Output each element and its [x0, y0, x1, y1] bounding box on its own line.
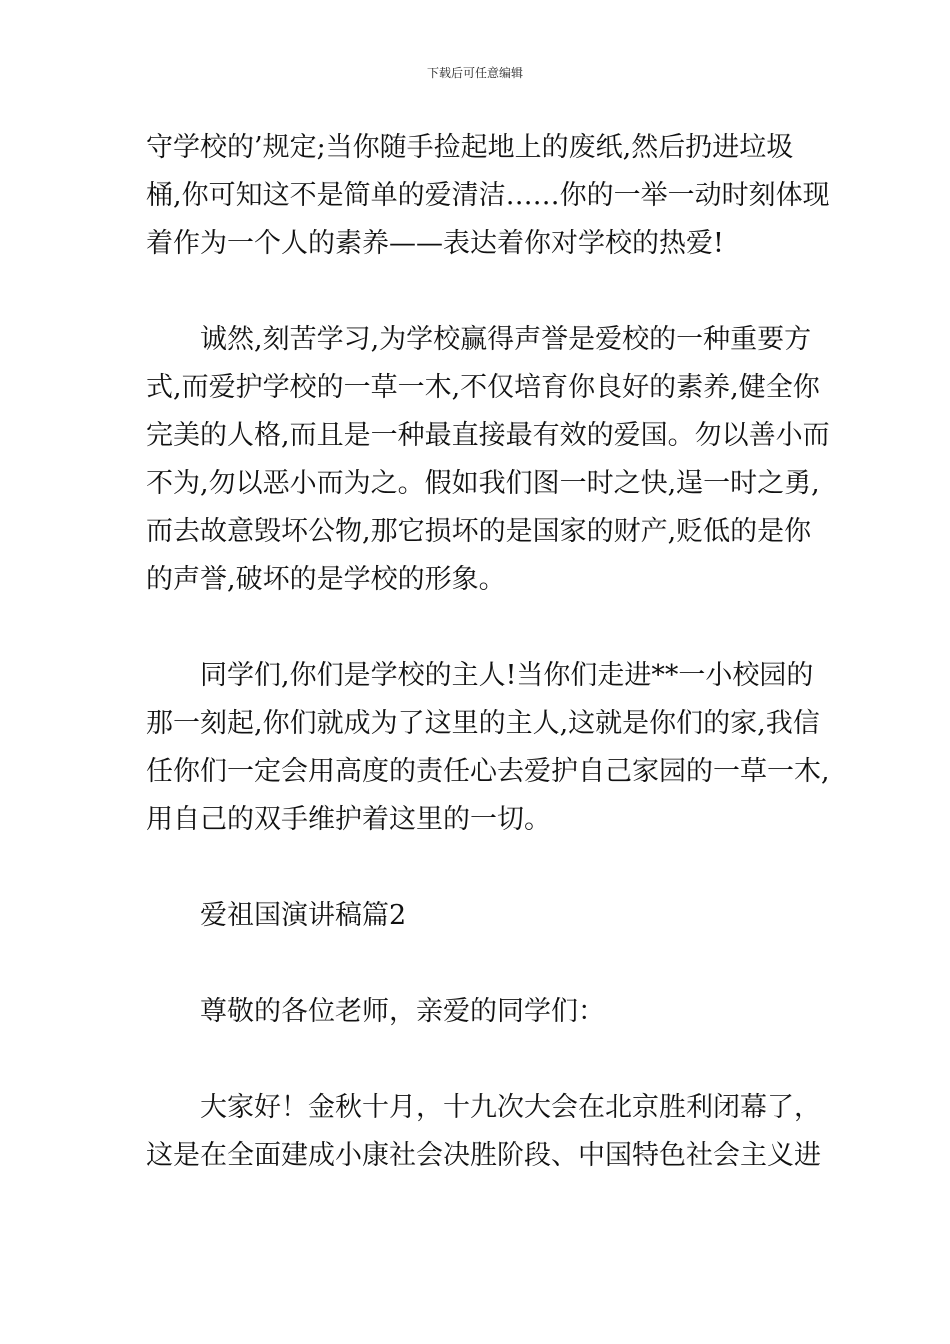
text-line: 诚然,刻苦学习,为学校赢得声誉是爱校的一种重要方: [200, 324, 812, 355]
heading-line: 爱祖国演讲稿篇2: [200, 900, 407, 931]
paragraph-gap: [146, 268, 808, 316]
text-line: 尊敬的各位老师，亲爱的同学们：: [200, 996, 605, 1027]
text-line: 同学们,你们是学校的主人!当你们走进**一小校园的: [200, 660, 814, 691]
text-line: 用自己的双手维护着这里的一切。: [146, 804, 551, 835]
paragraph-gap: [146, 1036, 808, 1084]
text-line: 着作为一个人的素养——表达着你对学校的热爱!: [146, 228, 724, 259]
paragraph: [146, 1084, 821, 1180]
text-line: 那一刻起,你们就成为了这里的主人,这就是你们的家,我信: [146, 708, 820, 739]
section-heading: [146, 892, 808, 940]
text-line: 大家好！金秋十月，十九次大会在北京胜利闭幕了，: [200, 1092, 821, 1123]
text-line: 桶,你可知这不是简单的爱清洁……你的一举一动时刻体现: [146, 180, 830, 211]
document-body: [146, 124, 830, 1180]
page-header: 下载后可任意编辑: [426, 66, 523, 80]
text-line: 这是在全面建成小康社会决胜阶段、中国特色社会主义进: [146, 1140, 821, 1171]
paragraph: [146, 316, 830, 604]
text-line: 式,而爱护学校的一草一木,不仅培育你良好的素养,健全你: [146, 372, 820, 403]
text-line: 任你们一定会用高度的责任心去爱护自己家园的一草一木,: [146, 756, 830, 787]
paragraph: [146, 652, 830, 844]
text-line: 完美的人格,而且是一种最直接最有效的爱国。勿以善小而: [146, 420, 830, 451]
paragraph-gap: [146, 844, 808, 892]
text-line: 的声誉,破坏的是学校的形象。: [146, 564, 506, 595]
paragraph-gap: [146, 940, 808, 988]
paragraph-gap: [146, 604, 808, 652]
text-line: 不为,勿以恶小而为之。假如我们图一时之快,逞一时之勇,: [146, 468, 820, 499]
paragraph: [146, 124, 830, 268]
salutation: [146, 988, 808, 1036]
text-line: 而去故意毁坏公物,那它损坏的是国家的财产,贬低的是你: [146, 516, 812, 547]
text-line: 守学校的’规定;当你随手捡起地上的废纸,然后扔进垃圾: [146, 132, 794, 163]
